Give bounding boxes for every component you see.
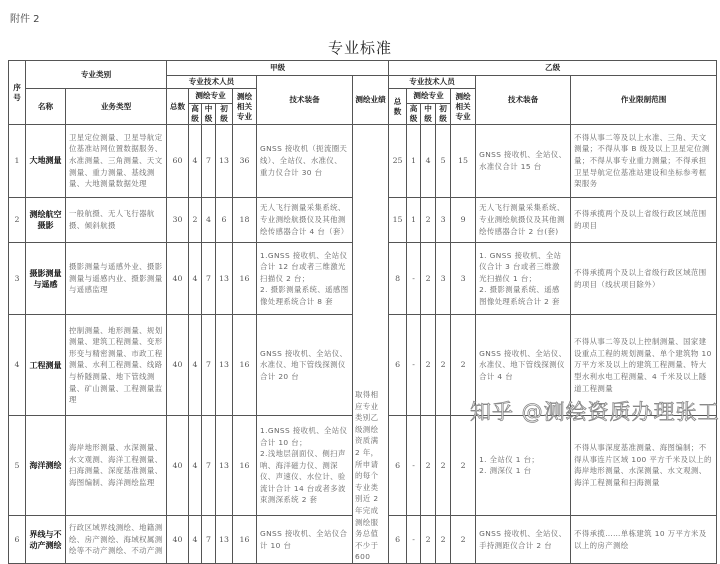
row-name: 测绘航空摄影	[26, 197, 66, 242]
b-senior: -	[407, 415, 421, 515]
row-name: 摄影测量与遥感	[26, 242, 66, 315]
b-senior: -	[407, 242, 421, 315]
b-total: 6	[389, 415, 407, 515]
header-scope-limit: 作业限制范围	[571, 76, 717, 125]
row-name: 大地测量	[26, 125, 66, 198]
header-category: 专业类别	[26, 61, 167, 89]
row-name: 海洋测绘	[26, 415, 66, 515]
a-middle: 4	[202, 197, 216, 242]
a-related: 18	[233, 197, 257, 242]
b-senior: -	[407, 315, 421, 415]
header-seq: 序号	[9, 61, 26, 125]
header-b-surveying-major: 测绘专业	[407, 89, 451, 104]
a-related: 16	[233, 516, 257, 564]
header-a-senior: 高级	[189, 104, 202, 125]
a-equipment: 1.GNSS 接收机、全站仪合计 12 台或者三维激光扫描仪 2 台； 2. 摄影测量系统、遥感图像处理系统合计 8 套	[257, 242, 353, 315]
row-name: 工程测量	[26, 315, 66, 415]
header-a-total: 总数	[167, 89, 189, 125]
header-name: 名称	[26, 89, 66, 125]
a-middle: 7	[202, 125, 216, 198]
b-junior: 3	[436, 242, 451, 315]
a-senior: 4	[189, 516, 202, 564]
row-seq: 5	[9, 415, 26, 515]
row-seq: 3	[9, 242, 26, 315]
standards-table	[8, 60, 717, 564]
row-seq: 2	[9, 197, 26, 242]
a-total: 40	[167, 516, 189, 564]
header-grade-a: 甲级	[167, 61, 389, 76]
row-seq: 6	[9, 516, 26, 564]
row-business: 一般航摄、无人飞行器航摄、倾斜航摄	[66, 197, 167, 242]
b-related: 2	[451, 315, 476, 415]
a-middle: 7	[202, 415, 216, 515]
a-related: 36	[233, 125, 257, 198]
page-title: 专业标准	[327, 39, 392, 57]
b-total: 25	[389, 125, 407, 198]
header-grade-b: 乙级	[389, 61, 717, 76]
b-equipment: GNSS 接收机、全站仪、水准仪合计 15 台	[476, 125, 571, 198]
a-total: 40	[167, 242, 189, 315]
a-senior: 4	[189, 125, 202, 198]
table-row	[9, 125, 717, 198]
a-junior: 13	[216, 125, 233, 198]
header-b-senior: 高级	[407, 104, 421, 125]
row-seq: 4	[9, 315, 26, 415]
b-total: 6	[389, 516, 407, 564]
a-senior: 4	[189, 315, 202, 415]
header-b-staff: 专业技术人员	[389, 76, 476, 89]
a-equipment: GNSS 接收机、全站仪、水准仪、地下管线探测仪合计 20 台	[257, 315, 353, 415]
header-a-middle: 中级	[202, 104, 216, 125]
a-total: 40	[167, 315, 189, 415]
b-senior: 1	[407, 197, 421, 242]
row-business: 行政区域界线测绘、地籍测绘、房产测绘、海域权属测绘等不动产测绘、不动产测	[66, 516, 167, 564]
b-related: 9	[451, 197, 476, 242]
a-junior: 6	[216, 197, 233, 242]
header-b-related: 测绘相关专业	[451, 89, 476, 125]
a-senior: 2	[189, 197, 202, 242]
b-scope-limit: 不得承揽两个及以上省级行政区域范围的项目（线状项目除外）	[571, 242, 717, 315]
header-a-junior: 初级	[216, 104, 233, 125]
b-middle: 2	[421, 415, 436, 515]
header-a-equipment: 技术装备	[257, 76, 353, 125]
b-equipment: GNSS 接收机、全站仪、水准仪、地下管线探测仪合计 4 台	[476, 315, 571, 415]
row-business: 控制测量、地形测量、规划测量、建筑工程测量、变形形变与精密测量、市政工程测量、水利工程测量、线路与桥隧测量、地下管线测量、矿山测量、工程测量监理	[66, 315, 167, 415]
b-middle: 2	[421, 516, 436, 564]
b-equipment: 无人飞行测量采集系统、专业测绘航摄仪及其他测绘传感器合计 2 台(套)	[476, 197, 571, 242]
a-middle: 7	[202, 516, 216, 564]
a-senior: 4	[189, 415, 202, 515]
b-total: 15	[389, 197, 407, 242]
b-junior: 2	[436, 516, 451, 564]
header-b-middle: 中级	[421, 104, 436, 125]
b-scope-limit: 不得从事深度基准测量、海图编制；不得从事连片区域 100 平方千米及以上的海岸地形测量、水深测量、水文观测、海洋工程测量和扫海测量	[571, 415, 717, 515]
b-scope-limit: 不得承揽……单栋建筑 10 万平方米及以上的房产测绘	[571, 516, 717, 564]
a-related: 16	[233, 242, 257, 315]
b-scope-limit: 不得从事二等及以上控制测量、国家建设重点工程的规划测量、单个建筑物 10 万平方米及以上的建筑工程测量、特大型水利水电工程测量、4 千米及以上隧道工程测量	[571, 315, 717, 415]
b-middle: 2	[421, 315, 436, 415]
a-equipment: 无人飞行测量采集系统、专业测绘航摄仪及其他测绘传感器合计 4 台（套）	[257, 197, 353, 242]
a-total: 30	[167, 197, 189, 242]
b-related: 2	[451, 415, 476, 515]
a-middle: 7	[202, 242, 216, 315]
a-senior: 4	[189, 242, 202, 315]
b-total: 6	[389, 315, 407, 415]
b-senior: -	[407, 516, 421, 564]
b-middle: 2	[421, 197, 436, 242]
header-b-junior: 初级	[436, 104, 451, 125]
b-junior: 2	[436, 315, 451, 415]
header-performance: 测绘业绩	[353, 76, 389, 125]
b-middle: 4	[421, 125, 436, 198]
b-middle: 2	[421, 242, 436, 315]
row-business: 摄影测量与遥感外业、摄影测量与遥感内业、摄影测量与遥感监理	[66, 242, 167, 315]
b-related: 15	[451, 125, 476, 198]
a-junior: 13	[216, 415, 233, 515]
header-a-staff: 专业技术人员	[167, 76, 257, 89]
header-b-total: 总数	[389, 89, 407, 125]
b-equipment: 1. GNSS 接收机、全站仪合计 3 台或者三维激光扫描仪 1 台； 2. 摄影测量系统、遥感图像处理系统合计 2 套	[476, 242, 571, 315]
b-junior: 3	[436, 197, 451, 242]
header-b-equipment: 技术装备	[476, 76, 571, 125]
header-a-surveying-major: 测绘专业	[189, 89, 233, 104]
a-equipment: 1.GNSS 接收机、全站仪合计 10 台； 2.浅地层剖面仪、侧扫声呐、海洋磁力仪、测深仪、声速仪、水位计、验流计合计 14 台或者多波束测深系统 2 套	[257, 415, 353, 515]
b-senior: 1	[407, 125, 421, 198]
b-equipment: 1. 全站仪 1 台； 2. 测深仪 1 台	[476, 415, 571, 515]
row-business: 卫星定位测量、卫星导航定位基准站网位置数据服务、水准测量、三角测量、天文测量、重力测量、基线测量、大地测量数据处理	[66, 125, 167, 198]
a-equipment: GNSS 接收机、全站仪合计 10 台	[257, 516, 353, 564]
b-related: 2	[451, 516, 476, 564]
b-scope-limit: 不得承揽两个及以上省级行政区域范围的项目	[571, 197, 717, 242]
a-middle: 7	[202, 315, 216, 415]
attachment-label: 附件 2	[10, 14, 40, 25]
row-business: 海岸地形测量、水深测量、水文观测、海洋工程测量、扫海测量、深度基准测量、海图编制、海洋测绘监理	[66, 415, 167, 515]
watermark: 知乎 @测绘资质办理张工	[470, 400, 720, 424]
a-junior: 13	[216, 315, 233, 415]
a-equipment: GNSS 接收机（扼流圈天线）、全站仪、水准仪、重力仪合计 30 台	[257, 125, 353, 198]
b-related: 3	[451, 242, 476, 315]
a-junior: 13	[216, 516, 233, 564]
b-scope-limit: 不得从事二等及以上水准、三角、天文测量；不得从事 B 级及以上卫星定位测量；不得从事专业重力测量；不得承担卫星导航定位基准站建设和坐标参考框架服务	[571, 125, 717, 198]
a-total: 60	[167, 125, 189, 198]
header-a-related: 测绘相关专业	[233, 89, 257, 125]
row-name: 界线与不动产测绘	[26, 516, 66, 564]
performance-requirement: 取得相应专业类别乙级测绘资质满 2 年，所申请的每个专业类别近 2 年完成测绘服务总值不少于 600	[353, 125, 389, 564]
a-junior: 13	[216, 242, 233, 315]
b-junior: 5	[436, 125, 451, 198]
b-junior: 2	[436, 415, 451, 515]
header-business: 业务类型	[66, 89, 167, 125]
b-total: 8	[389, 242, 407, 315]
a-related: 16	[233, 315, 257, 415]
b-equipment: GNSS 接收机、全站仪、手持测距仪合计 2 台	[476, 516, 571, 564]
row-seq: 1	[9, 125, 26, 198]
a-total: 40	[167, 415, 189, 515]
a-related: 16	[233, 415, 257, 515]
